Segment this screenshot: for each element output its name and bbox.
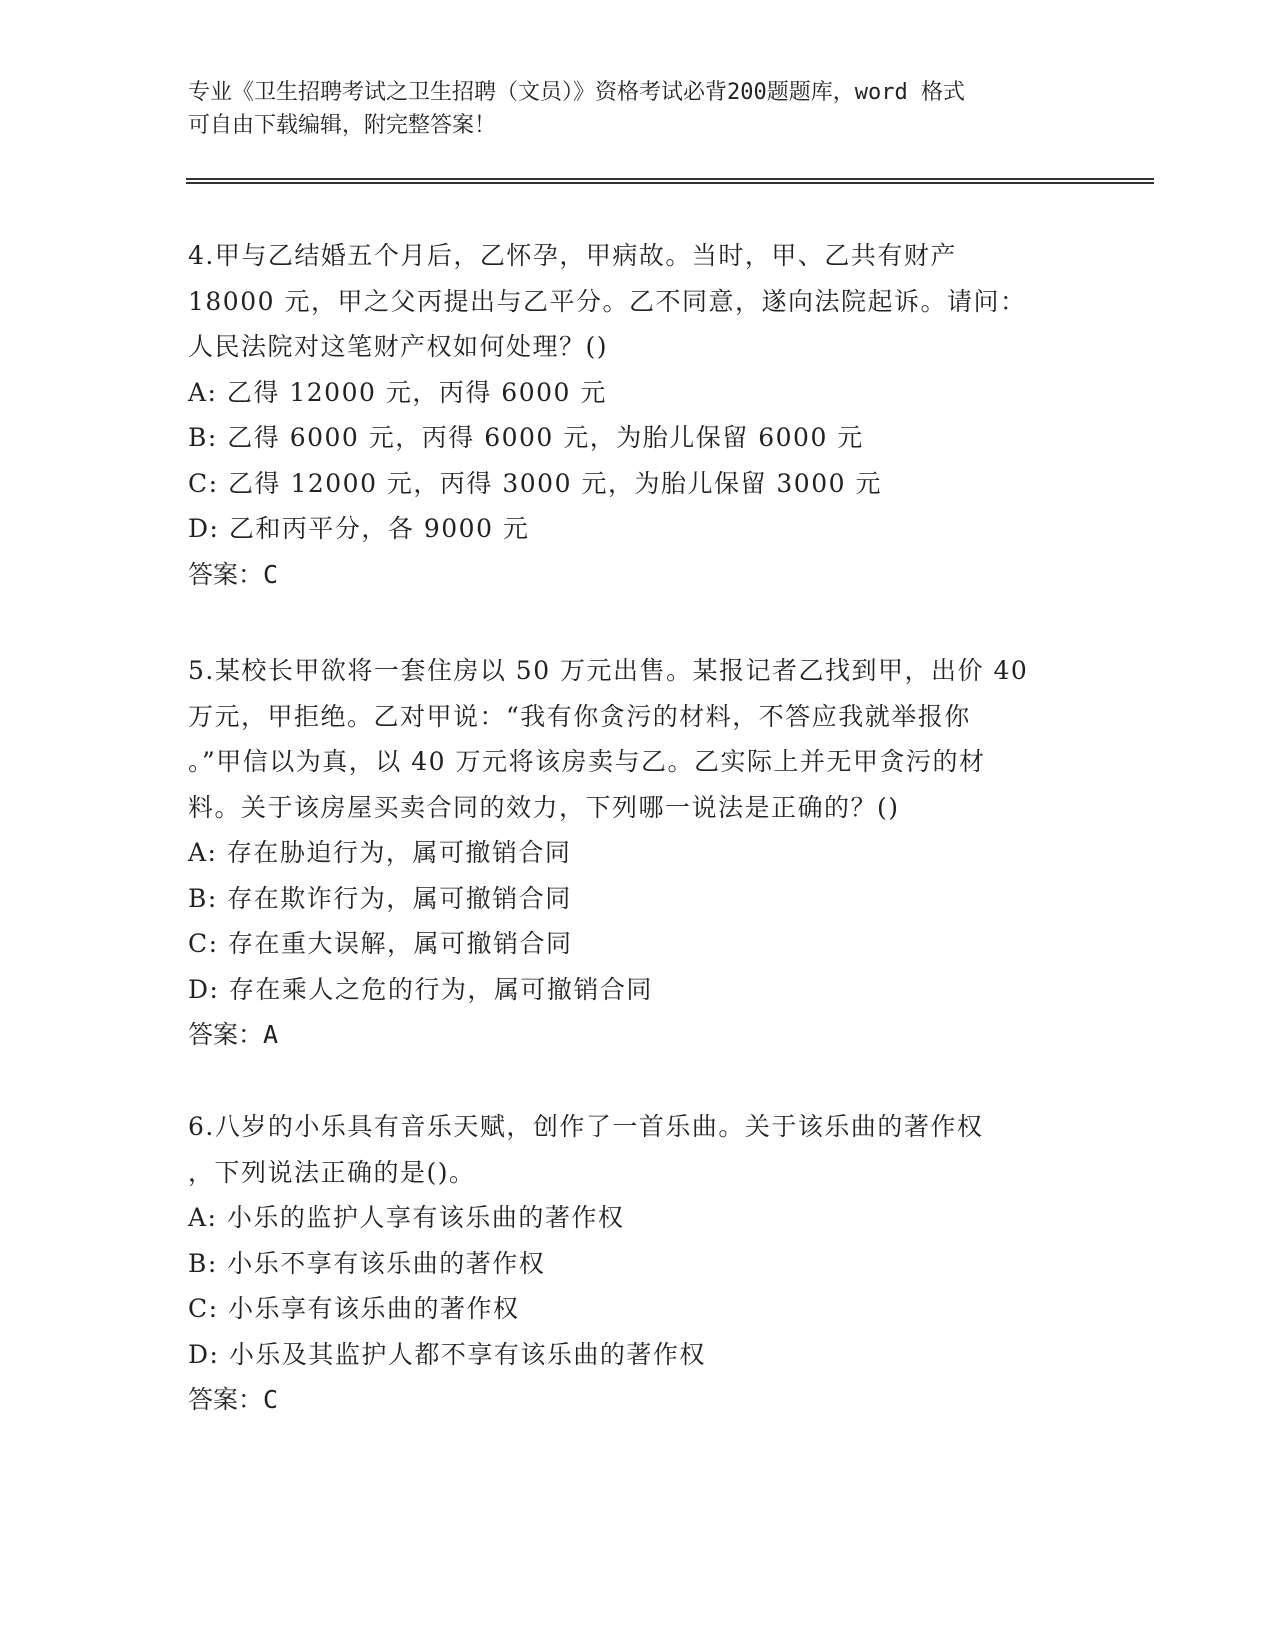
question-4 — [188, 233, 1088, 597]
option-c: C: 小乐享有该乐曲的著作权 — [188, 1294, 520, 1323]
option-c: C: 乙得 12000 元，丙得 3000 元，为胎儿保留 3000 元 — [188, 468, 882, 498]
answer-label: 答案：A — [188, 1020, 279, 1049]
question-stem-line: 料。关于该房屋买卖合同的效力，下列哪一说法是正确的？() — [188, 792, 900, 822]
option-d: D: 小乐及其监护人都不享有该乐曲的著作权 — [188, 1339, 706, 1369]
question-stem-line: 。”甲信以为真，以 40 万元将该房卖与乙。乙实际上并无甲贪污的材 — [188, 747, 986, 776]
header-line-2: 可自由下载编辑，附完整答案！ — [188, 113, 497, 138]
option-b: B: 存在欺诈行为，属可撤销合同 — [188, 883, 572, 913]
header-divider-top — [186, 178, 1154, 180]
option-b: B: 小乐不享有该乐曲的著作权 — [188, 1248, 546, 1278]
question-stem-line: 4.甲与乙结婚五个月后，乙怀孕，甲病故。当时，甲、乙共有财产 — [188, 241, 957, 270]
question-stem-line: 万元，甲拒绝。乙对甲说：“我有你贪污的材料，不答应我就举报你 — [188, 701, 971, 731]
question-stem-line: 人民法院对这笔财产权如何处理？() — [188, 332, 609, 361]
question-stem-line: 5.某校长甲欲将一套住房以 50 万元出售。某报记者乙找到甲，出价 40 — [188, 656, 1029, 685]
question-5 — [188, 648, 1088, 1058]
question-stem-line: 6.八岁的小乐具有音乐天赋，创作了一首乐曲。关于该乐曲的著作权 — [188, 1112, 984, 1141]
question-stem-line: 18000 元，甲之父丙提出与乙平分。乙不同意，遂向法院起诉。请问： — [188, 286, 1027, 316]
option-a: A: 小乐的监护人享有该乐曲的著作权 — [188, 1203, 625, 1232]
question-stem-line: ，下列说法正确的是()。 — [188, 1157, 476, 1187]
header-line-1: 专业《卫生招聘考试之卫生招聘（文员）》资格考试必背200题题库，word 格式 — [188, 80, 965, 105]
option-b: B: 乙得 6000 元，丙得 6000 元，为胎儿保留 6000 元 — [188, 423, 864, 452]
question-6 — [188, 1104, 1088, 1423]
answer-label: 答案：C — [188, 1385, 279, 1414]
answer-label: 答案：C — [188, 559, 279, 589]
header-divider-bottom — [186, 182, 1154, 184]
option-a: A: 存在胁迫行为，属可撤销合同 — [188, 838, 572, 867]
option-d: D: 存在乘人之危的行为，属可撤销合同 — [188, 974, 653, 1004]
document-header — [188, 76, 1088, 142]
option-a: A: 乙得 12000 元，丙得 6000 元 — [188, 377, 607, 407]
option-d: D: 乙和丙平分，各 9000 元 — [188, 514, 530, 543]
option-c: C: 存在重大误解，属可撤销合同 — [188, 929, 573, 958]
